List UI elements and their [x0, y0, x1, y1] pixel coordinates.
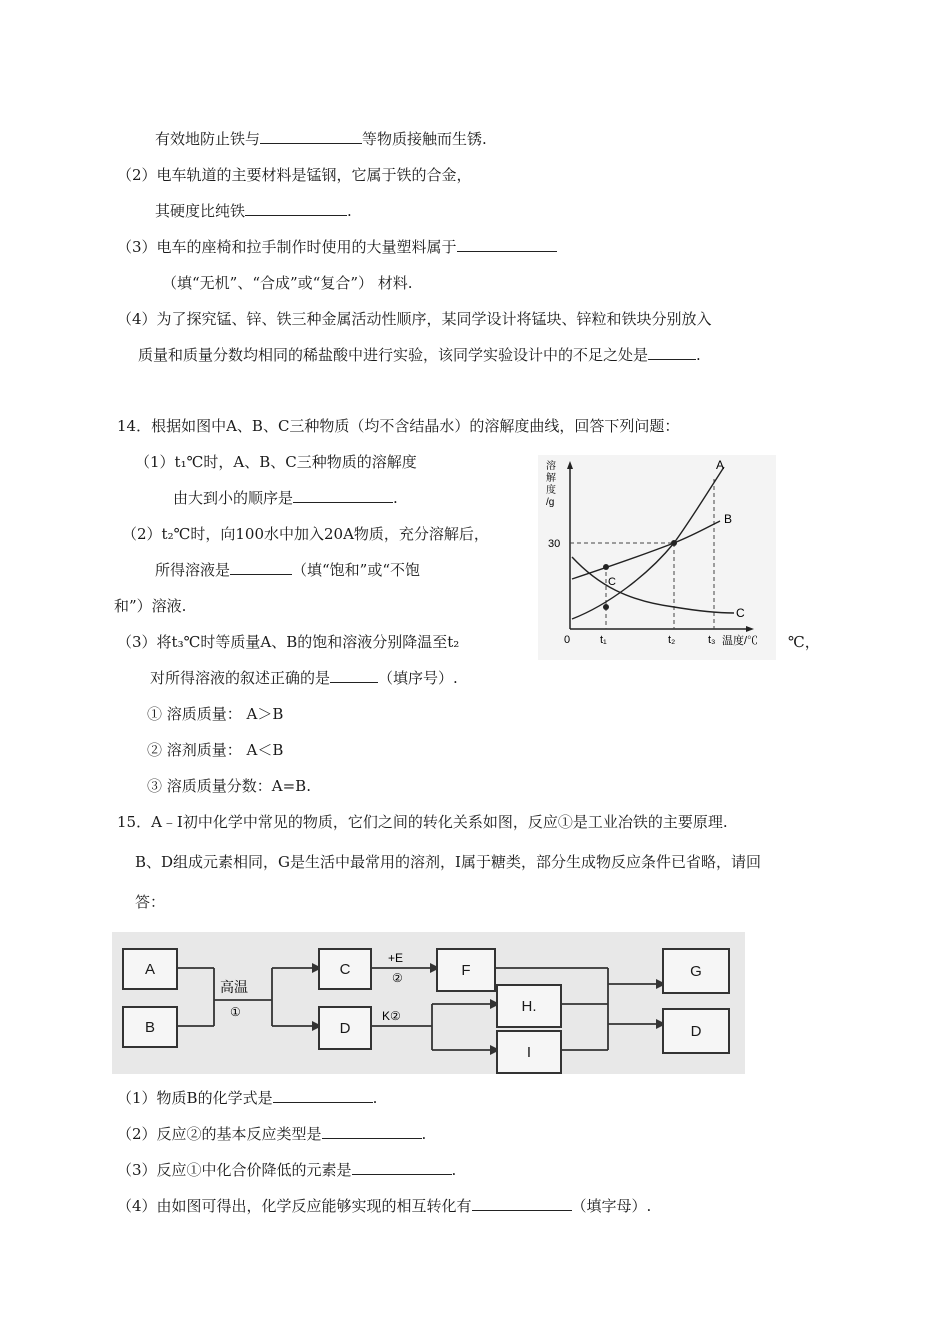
- intersection-point: [671, 540, 677, 546]
- answer-blank[interactable]: [648, 345, 696, 360]
- annotation-c: C: [608, 576, 616, 588]
- node-d-2: D: [662, 1008, 730, 1054]
- node-f: F: [436, 948, 496, 992]
- node-c: C: [318, 948, 372, 990]
- q14-part3-line-2: 对所得溶液的叙述正确的是 （填序号）.: [150, 669, 458, 687]
- q15-part4: （4）由如图可得出，化学反应能够实现的相互转化有 （填字母）.: [117, 1197, 652, 1215]
- q14-part2-line-2: 所得溶液是 （填“饱和”或“不饱: [155, 561, 421, 579]
- q14-part2-line-1: （2）t₂℃时，向100水中加入20A物质，充分溶解后，: [122, 525, 489, 543]
- label-reaction-2: ②: [392, 971, 403, 985]
- q13-line-1: 有效地防止铁与 等物质接触而生锈.: [155, 130, 487, 148]
- label-plus-e: +E: [388, 951, 404, 965]
- q14-part1-line-2: 由大到小的顺序是 .: [173, 489, 398, 507]
- q13-part2-line-2: 其硬度比纯铁 .: [155, 202, 352, 220]
- node-d: D: [318, 1006, 372, 1050]
- x-axis-label: 温度/℃: [722, 635, 759, 647]
- q15-stem-line-2: B、D组成元素相同，G是生活中最常用的溶剂，I属于糖类，部分生成物反应条件已省略，请回: [135, 853, 761, 871]
- answer-blank[interactable]: [293, 488, 393, 503]
- q14-option-3: ③ 溶质质量分数：A=B.: [147, 777, 311, 795]
- series-c-label: C: [736, 606, 745, 620]
- q13-part4-line-2: 质量和质量分数均相同的稀盐酸中进行实验，该同学实验设计中的不足之处是 .: [138, 346, 701, 364]
- intersection-point: [603, 604, 609, 610]
- reaction-flowchart: [112, 932, 745, 1074]
- label-high-temp: 高温: [220, 979, 248, 995]
- x-tick-label: t₃: [708, 634, 716, 646]
- node-b: B: [122, 1006, 178, 1048]
- flowchart-connectors: [112, 932, 745, 1074]
- q15-part3: （3）反应①中化合价降低的元素是 .: [117, 1161, 457, 1179]
- solubility-chart: [538, 455, 776, 660]
- answer-blank[interactable]: [230, 560, 292, 575]
- q14-part2-line-3: 和”）溶液.: [114, 597, 187, 615]
- node-a: A: [122, 948, 178, 990]
- q14-option-1: ① 溶质质量： A＞B: [147, 705, 284, 723]
- q13-part2-line-1: （2）电车轨道的主要材料是锰钢，它属于铁的合金，: [117, 166, 472, 184]
- y-axis-label: 溶解度/g: [546, 461, 556, 508]
- q14-option-2: ② 溶剂质量： A＜B: [147, 741, 284, 759]
- node-i: I: [496, 1030, 562, 1074]
- q15-stem-line-1: 15．A﹣I初中化学中常见的物质，它们之间的转化关系如图，反应①是工业冶铁的主要原理.: [117, 813, 728, 831]
- series-b-label: B: [724, 512, 733, 526]
- y-tick-label: 30: [548, 538, 561, 550]
- answer-blank[interactable]: [245, 201, 347, 216]
- q15-part2: （2）反应②的基本反应类型是 .: [117, 1125, 427, 1143]
- answer-blank[interactable]: [322, 1124, 422, 1139]
- node-g: G: [662, 948, 730, 994]
- intersection-point: [603, 564, 609, 570]
- origin-label: 0: [564, 634, 571, 646]
- x-tick-label: t₂: [668, 634, 676, 646]
- answer-blank[interactable]: [260, 129, 362, 144]
- answer-blank[interactable]: [472, 1196, 572, 1211]
- q15-part1: （1）物质B的化学式是 .: [117, 1089, 378, 1107]
- answer-blank[interactable]: [457, 237, 557, 252]
- node-h: H.: [496, 984, 562, 1028]
- q13-part4-line-1: （4）为了探究锰、锌、铁三种金属活动性顺序，某同学设计将锰块、锌粒和铁块分别放入: [117, 310, 712, 328]
- answer-blank[interactable]: [330, 668, 378, 683]
- q13-part3-line-2: （填“无机”、“合成”或“复合”） 材料.: [162, 274, 413, 292]
- q14-part3-line-1: （3）将t₃℃时等质量A、B的饱和溶液分别降温至t₂: [117, 633, 460, 651]
- solubility-chart-svg: [538, 455, 776, 660]
- q14-part3-unit: ℃，: [788, 633, 820, 651]
- x-tick-label: t₁: [600, 634, 607, 646]
- q14-part1-line-1: （1）t₁℃时，A、B、C三种物质的溶解度: [135, 453, 417, 471]
- q15-stem-line-3: 答：: [135, 893, 166, 911]
- series-a-label: A: [716, 458, 725, 472]
- q13-part3-line-1: （3）电车的座椅和拉手制作时使用的大量塑料属于: [117, 237, 557, 257]
- label-reaction-k: K②: [382, 1009, 401, 1023]
- answer-blank[interactable]: [273, 1088, 373, 1103]
- answer-blank[interactable]: [352, 1160, 452, 1175]
- q14-stem: 14．根据如图中A、B、C三种物质（均不含结晶水）的溶解度曲线，回答下列问题：: [117, 417, 680, 435]
- label-reaction-1: ①: [230, 1005, 241, 1019]
